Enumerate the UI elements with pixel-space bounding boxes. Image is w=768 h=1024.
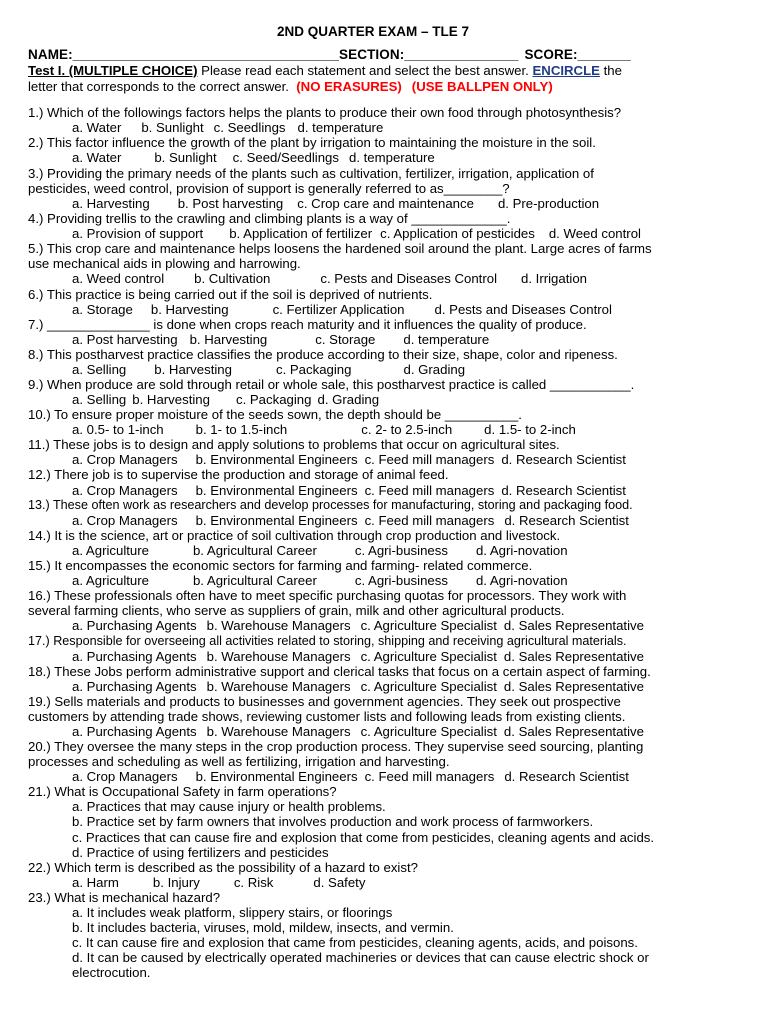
choice-21c[interactable]: c. Practices that can cause fire and explosion that come from pesticides, cleaning agents and acids.	[72, 830, 655, 845]
choice-8b[interactable]: b. Harvesting	[154, 362, 232, 377]
instruction-text-c: letter that corresponds to the correct answer.	[28, 79, 297, 94]
choices-1	[72, 120, 383, 135]
question-10: 10.) To ensure proper moisture of the seeds sown, the depth should be __________.	[28, 407, 522, 422]
choice-9c[interactable]: c. Packaging	[235, 392, 312, 407]
choice-10d[interactable]: d. 1.5- to 2-inch	[484, 422, 576, 437]
question-3-cont: pesticides, weed control, provision of support is generally referred to as________?	[28, 181, 510, 196]
question-15: 15.) It encompasses the economic sectors for farming and farming- related commerce.	[28, 558, 533, 573]
choice-14a[interactable]: a. Agriculture	[72, 543, 149, 558]
choices-2	[72, 150, 435, 165]
choices-11	[72, 452, 626, 467]
choice-18b[interactable]: b. Warehouse Managers	[206, 679, 351, 694]
choice-22c[interactable]: c. Risk	[233, 875, 274, 890]
choice-7d[interactable]: d. temperature	[403, 332, 490, 347]
choice-3a[interactable]: a. Harvesting	[72, 196, 150, 211]
encircle-text: ENCIRCLE	[532, 63, 600, 78]
choice-4a[interactable]: a. Provision of support	[72, 226, 204, 241]
choice-8a[interactable]: a. Selling	[72, 362, 127, 377]
choices-14	[72, 543, 568, 558]
choice-16b[interactable]: b. Warehouse Managers	[206, 618, 351, 633]
choice-16d[interactable]: d. Sales Representative	[503, 618, 644, 633]
question-22: 22.) Which term is described as the possibility of a hazard to exist?	[28, 860, 418, 875]
choices-16	[72, 618, 644, 633]
question-11: 11.) These jobs is to design and apply solutions to problems that occur on agricultural sites.	[28, 437, 560, 452]
choice-15c[interactable]: c. Agri-business	[354, 573, 448, 588]
question-20-cont: processes and scheduling as well as fertilizing, irrigation and harvesting.	[28, 754, 450, 769]
question-9: 9.) When produce are sold through retail or whole sale, this postharvest practice is called ___________.	[28, 377, 635, 392]
name-field[interactable]: NAME:___________________________________	[28, 47, 340, 62]
question-5: 5.) This crop care and maintenance helps loosens the hardened soil around the plant. Large acres of farms	[28, 241, 652, 256]
choice-22a[interactable]: a. Harm	[72, 875, 119, 890]
choices-17	[72, 649, 644, 664]
exam-title: 2ND QUARTER EXAM – TLE 7	[277, 24, 470, 39]
choice-1a[interactable]: a. Water	[72, 120, 122, 135]
test-instruction	[28, 63, 622, 78]
choice-3c[interactable]: c. Crop care and maintenance	[297, 196, 474, 211]
choice-8c[interactable]: c. Packaging	[275, 362, 352, 377]
choice-5d[interactable]: d. Irrigation	[521, 271, 587, 286]
no-erasures-note: (NO ERASURES)	[296, 79, 402, 94]
choice-21d[interactable]: d. Practice of using fertilizers and pesticides	[72, 845, 329, 860]
choice-12a[interactable]: a. Crop Managers	[72, 483, 178, 498]
instruction-text-a: Please read each statement and select the best answer.	[197, 63, 533, 78]
test-label: Test I. (MULTIPLE CHOICE)	[28, 63, 198, 78]
choice-13d[interactable]: d. Research Scientist	[504, 513, 629, 528]
choice-11d[interactable]: d. Research Scientist	[501, 452, 626, 467]
question-14: 14.) It is the science, art or practice of soil cultivation through crop production and livestock.	[28, 528, 561, 543]
choice-18c[interactable]: c. Agriculture Specialist	[360, 679, 497, 694]
choices-10	[72, 422, 576, 437]
question-8: 8.) This postharvest practice classifies the produce according to their size, shape, color and ripeness.	[28, 347, 618, 362]
choice-13c[interactable]: c. Feed mill managers	[364, 513, 495, 528]
choice-17c[interactable]: c. Agriculture Specialist	[360, 649, 497, 664]
choice-23d-cont: electrocution.	[72, 965, 151, 980]
choice-2b[interactable]: b. Sunlight	[154, 150, 217, 165]
choice-8d[interactable]: d. Grading	[403, 362, 466, 377]
choice-12c[interactable]: c. Feed mill managers	[364, 483, 495, 498]
score-field[interactable]: SCORE:_______	[524, 47, 631, 62]
choice-6b[interactable]: b. Harvesting	[150, 302, 229, 317]
choices-18	[72, 679, 644, 694]
choice-10c[interactable]: c. 2- to 2.5-inch	[361, 422, 453, 437]
choice-11c[interactable]: c. Feed mill managers	[364, 452, 495, 467]
choice-19c[interactable]: c. Agriculture Specialist	[360, 724, 497, 739]
choice-15b[interactable]: b. Agricultural Career	[192, 573, 317, 588]
choices-4	[72, 226, 641, 241]
choice-22b[interactable]: b. Injury	[152, 875, 200, 890]
question-13: 13.) These often work as researchers and develop processes for manufacturing, storing and packaging food.	[28, 498, 633, 512]
choice-15d[interactable]: d. Agri-novation	[475, 573, 568, 588]
section-field[interactable]: SECTION:_______________	[339, 47, 519, 62]
choice-22d[interactable]: d. Safety	[313, 875, 366, 890]
choice-1c[interactable]: c. Seedlings	[213, 120, 286, 135]
choices-13	[72, 513, 629, 528]
question-6: 6.) This practice is being carried out if the soil is deprived of nutrients.	[28, 287, 433, 302]
choice-14c[interactable]: c. Agri-business	[354, 543, 448, 558]
choice-23d[interactable]: d. It can be caused by electrically operated machineries or devices that can cause electric shock or	[72, 950, 649, 965]
choices-15	[72, 573, 568, 588]
question-2: 2.) This factor influence the growth of the plant by irrigation to maintaining the moisture in the soil.	[28, 135, 596, 150]
choices-12	[72, 483, 626, 498]
choice-17d[interactable]: d. Sales Representative	[503, 649, 644, 664]
choice-20a[interactable]: a. Crop Managers	[72, 769, 178, 784]
choice-16c[interactable]: c. Agriculture Specialist	[360, 618, 497, 633]
choice-10a[interactable]: a. 0.5- to 1-inch	[72, 422, 164, 437]
choice-7b[interactable]: b. Harvesting	[189, 332, 268, 347]
question-23: 23.) What is mechanical hazard?	[28, 890, 221, 905]
choices-22	[72, 875, 365, 890]
question-4: 4.) Providing trellis to the crawling and climbing plants is a way of _____________.	[28, 211, 511, 226]
choice-15a[interactable]: a. Agriculture	[72, 573, 149, 588]
question-16: 16.) These professionals often have to meet specific purchasing quotas for processors. They work with	[28, 588, 627, 603]
choices-9	[72, 392, 379, 407]
choice-18a[interactable]: a. Purchasing Agents	[72, 679, 197, 694]
ballpen-note: (USE BALLPEN ONLY)	[411, 79, 553, 94]
question-19-cont: customers by attending trade shows, reviewing customer lists and following leads from existing clients.	[28, 709, 626, 724]
question-3: 3.) Providing the primary needs of the plants such as cultivation, fertilizer, irrigation, application of	[28, 166, 594, 181]
choice-23b[interactable]: b. It includes bacteria, viruses, mold, mildew, insects, and vermin.	[72, 920, 454, 935]
test-instruction-line2	[28, 79, 553, 94]
choice-16a[interactable]: a. Purchasing Agents	[72, 618, 197, 633]
choice-3d[interactable]: d. Pre-production	[497, 196, 600, 211]
choice-23c[interactable]: c. It can cause fire and explosion that came from pesticides, cleaning agents, acids, and poisons.	[72, 935, 638, 950]
choice-17a[interactable]: a. Purchasing Agents	[72, 649, 197, 664]
choice-13a[interactable]: a. Crop Managers	[72, 513, 178, 528]
choice-21b[interactable]: b. Practice set by farm owners that involves production and work process of farmworkers.	[72, 814, 594, 829]
choice-19a[interactable]: a. Purchasing Agents	[72, 724, 197, 739]
question-20: 20.) They oversee the many steps in the crop production process. They supervise seed sourcing, planting	[28, 739, 644, 754]
choice-6a[interactable]: a. Storage	[72, 302, 133, 317]
choices-7	[72, 332, 489, 347]
choice-12d[interactable]: d. Research Scientist	[501, 483, 626, 498]
choice-2c[interactable]: c. Seed/Seedlings	[232, 150, 339, 165]
choice-6d[interactable]: d. Pests and Diseases Control	[434, 302, 612, 317]
choice-20b[interactable]: b. Environmental Engineers	[195, 769, 358, 784]
choice-17b[interactable]: b. Warehouse Managers	[206, 649, 351, 664]
choice-23a[interactable]: a. It includes weak platform, slippery stairs, or floorings	[72, 905, 393, 920]
question-7: 7.) ______________ is done when crops reach maturity and it influences the quality of produce.	[28, 317, 587, 332]
choice-5c[interactable]: c. Pests and Diseases Control	[320, 271, 498, 286]
choices-3	[72, 196, 599, 211]
choice-9b[interactable]: b. Harvesting	[132, 392, 210, 407]
choices-19	[72, 724, 644, 739]
choice-9a[interactable]: a. Selling	[72, 392, 127, 407]
choice-18d[interactable]: d. Sales Representative	[503, 679, 644, 694]
choice-2d[interactable]: d. temperature	[348, 150, 435, 165]
choices-5	[72, 271, 587, 286]
question-17: 17.) Responsible for overseeing all activities related to storing, shipping and receiving agricultural materials.	[28, 634, 627, 648]
choices-20	[72, 769, 629, 784]
question-18: 18.) These Jobs perform administrative support and clerical tasks that focus on a certain aspect of farming.	[28, 664, 651, 679]
question-5-cont: use mechanical aids in plowing and harrowing.	[28, 256, 301, 271]
choice-14d[interactable]: d. Agri-novation	[475, 543, 568, 558]
question-16-cont: several farming clients, who serve as suppliers of grain, milk and other agricultural products.	[28, 603, 565, 618]
choice-12b[interactable]: b. Environmental Engineers	[195, 483, 358, 498]
instruction-text-b: the	[599, 63, 622, 78]
choice-4c[interactable]: c. Application of pesticides	[380, 226, 535, 241]
choice-20d[interactable]: d. Research Scientist	[504, 769, 629, 784]
choice-7c[interactable]: c. Storage	[315, 332, 376, 347]
choice-4b[interactable]: b. Application of fertilizer	[229, 226, 373, 241]
question-1: 1.) Which of the followings factors helps the plants to produce their own food through photosynthesis?	[28, 105, 622, 120]
choice-6c[interactable]: c. Fertilizer Application	[272, 302, 405, 317]
choice-7a[interactable]: a. Post harvesting	[72, 332, 178, 347]
choice-5b[interactable]: b. Cultivation	[194, 271, 271, 286]
choice-19b[interactable]: b. Warehouse Managers	[206, 724, 351, 739]
question-12: 12.) There job is to supervise the production and storage of animal feed.	[28, 467, 449, 482]
choice-21a[interactable]: a. Practices that may cause injury or health problems.	[72, 799, 386, 814]
choice-1d[interactable]: d. temperature	[297, 120, 384, 135]
choice-4d[interactable]: d. Weed control	[548, 226, 641, 241]
choice-20c[interactable]: c. Feed mill managers	[364, 769, 495, 784]
question-19: 19.) Sells materials and products to businesses and government agencies. They seek out prospective	[28, 694, 621, 709]
choice-13b[interactable]: b. Environmental Engineers	[195, 513, 358, 528]
choice-11b[interactable]: b. Environmental Engineers	[195, 452, 358, 467]
question-21: 21.) What is Occupational Safety in farm operations?	[28, 784, 337, 799]
choice-11a[interactable]: a. Crop Managers	[72, 452, 178, 467]
student-info-row	[28, 47, 631, 62]
choice-2a[interactable]: a. Water	[72, 150, 122, 165]
choice-9d[interactable]: d. Grading	[317, 392, 380, 407]
choice-19d[interactable]: d. Sales Representative	[503, 724, 644, 739]
choice-10b[interactable]: b. 1- to 1.5-inch	[195, 422, 288, 437]
choices-8	[72, 362, 465, 377]
choice-5a[interactable]: a. Weed control	[72, 271, 165, 286]
choice-3b[interactable]: b. Post harvesting	[177, 196, 284, 211]
choices-6	[72, 302, 612, 317]
choice-14b[interactable]: b. Agricultural Career	[192, 543, 317, 558]
choice-1b[interactable]: b. Sunlight	[141, 120, 204, 135]
